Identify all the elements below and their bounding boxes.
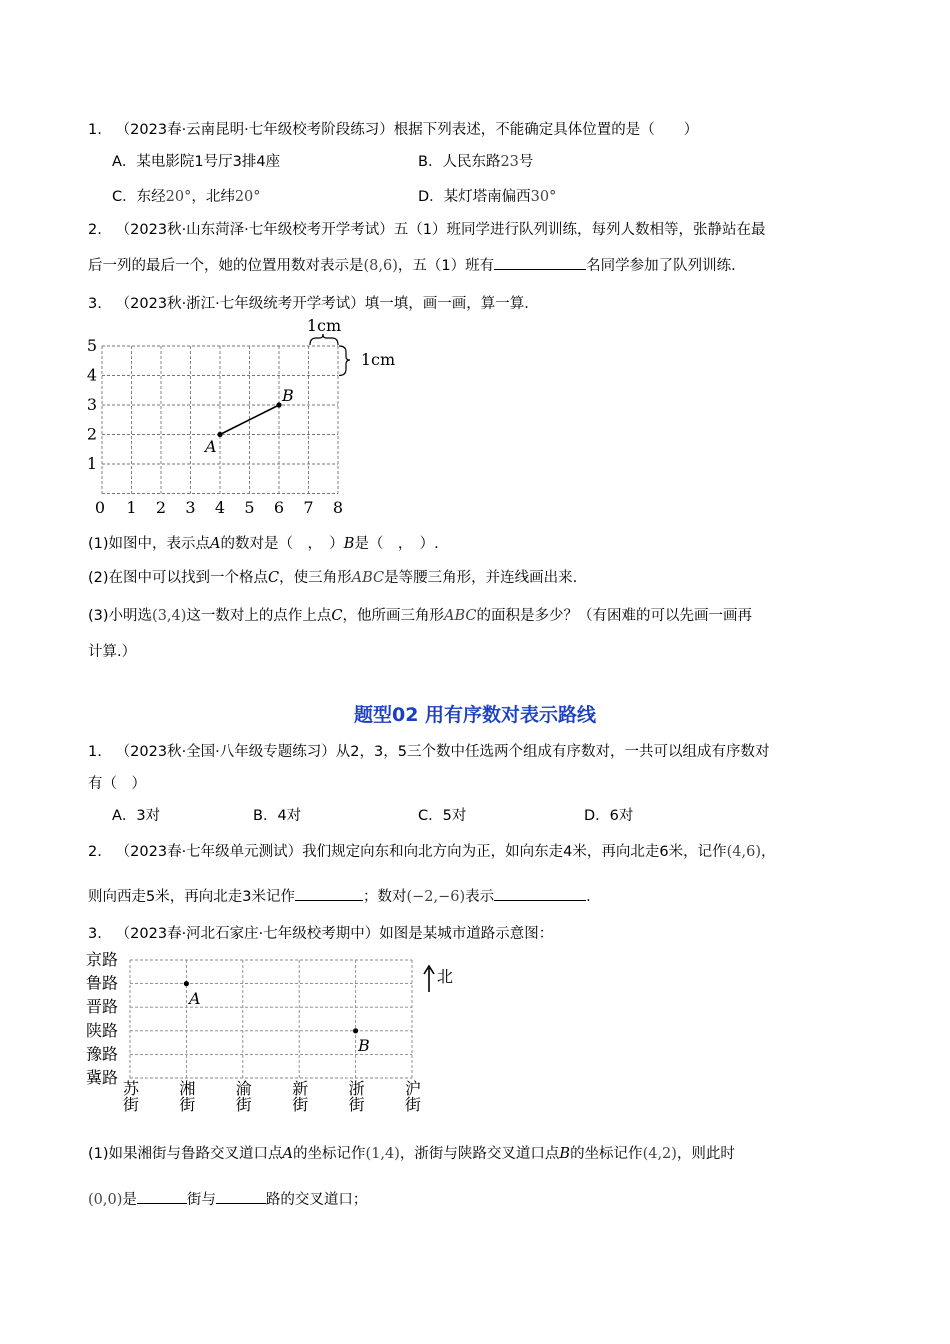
answer-blank[interactable] [216, 1189, 266, 1204]
tick-y: 2 [86, 424, 98, 444]
q1-2-line1: 2. （2023秋·山东菏泽·七年级校考开学考试）五（1）班同学进行队列训练，每列人数相等，张静站在最 [88, 222, 766, 238]
road-label: 京路 [86, 950, 119, 969]
tick-x: 0 [94, 498, 106, 517]
x-axis-ticks [95, 498, 343, 517]
grid-lines [102, 346, 338, 494]
tick-x: 4 [214, 498, 226, 517]
q1-2-line2: 后一列的最后一个，她的位置用数对表示是(8,6)，五（1）班有 名同学参加了队列训练. [88, 254, 736, 275]
q1-1-option-c: C．东经20°，北纬20° [112, 189, 261, 205]
street-label: 新街 [289, 1080, 309, 1112]
y-axis-ticks [87, 336, 97, 473]
grid-figure-1 [80, 316, 400, 520]
unit-label-vertical: 1cm [360, 350, 396, 369]
q1-3-part2: (2)在图中可以找到一个格点C，使三角形ABC是等腰三角形，并连线画出来. [88, 570, 578, 586]
tick-x: 5 [244, 498, 255, 517]
street-label: 苏街 [120, 1080, 140, 1112]
unit-label-horizontal: 1cm [306, 316, 342, 335]
street-label: 沪街 [402, 1080, 422, 1112]
road-label: 晋路 [86, 997, 119, 1017]
point-a [184, 981, 189, 986]
street-label: 湘街 [176, 1080, 196, 1112]
label-a: A [189, 989, 201, 1008]
q2-2-line1: 2. （2023春·七年级单元测试）我们规定向东和向北方向为正，如向东走4米，再向北走6米，记作(4,6)， [88, 844, 776, 860]
tick-x: 7 [303, 498, 314, 517]
answer-blank[interactable] [137, 1189, 187, 1204]
section-title: 题型02 用有序数对表示路线 [353, 704, 597, 726]
q2-1-line2: 有（ ） [88, 776, 146, 792]
q1-3-part1: (1)如图中，表示点A的数对是（ ， ）B是（ ， ）. [88, 536, 439, 552]
tick-y: 1 [86, 454, 98, 473]
q2-1-option-c: C．5对 [418, 808, 467, 824]
label-a: A [205, 437, 217, 456]
north-label: 北 [437, 967, 454, 986]
street-label: 浙街 [346, 1080, 366, 1112]
street-labels [121, 1079, 422, 1112]
answer-blank[interactable] [494, 886, 586, 901]
road-labels [86, 950, 118, 1087]
q2-3-part1-line2: (0,0)是 街与 路的交叉道口； [88, 1188, 367, 1209]
brace-vertical [339, 346, 350, 376]
tick-y: 4 [86, 365, 98, 385]
road-map-figure [82, 946, 462, 1124]
label-b: B [358, 1036, 370, 1055]
q2-1-line1: 1. （2023秋·全国·八年级专题练习）从2，3，5三个数中任选两个组成有序数对，一共可以组成有序数对 [88, 744, 770, 760]
answer-blank[interactable] [494, 255, 586, 270]
road-label: 鲁路 [86, 973, 119, 993]
road-grid [130, 960, 412, 1078]
tick-y: 5 [86, 336, 98, 355]
q2-1-option-a: A．3对 [112, 808, 161, 824]
q1-3-stem: 3. （2023秋·浙江·七年级统考开学考试）填一填，画一画，算一算. [88, 296, 529, 312]
tick-x: 6 [273, 498, 285, 517]
answer-blank[interactable] [295, 886, 363, 901]
tick-x: 3 [185, 498, 196, 517]
segment-ab [220, 405, 279, 435]
point-a [217, 432, 222, 437]
tick-x: 1 [126, 498, 137, 517]
q2-2-line2: 则向西走5米，再向北走3米记作 ；数对(−2,−6)表示 . [88, 885, 591, 906]
q1-1-option-b: B．人民东路23号 [418, 154, 534, 170]
street-label: 渝街 [233, 1080, 253, 1112]
tick-y: 3 [86, 395, 98, 414]
point-b [276, 402, 281, 407]
q2-3-stem: 3. （2023春·河北石家庄·七年级校考期中）如图是某城市道路示意图： [88, 926, 554, 942]
q2-1-option-b: B．4对 [253, 808, 302, 824]
road-label: 陕路 [86, 1020, 119, 1040]
tick-x: 2 [155, 498, 167, 517]
road-label: 冀路 [86, 1068, 119, 1087]
tick-x: 8 [332, 498, 344, 517]
q2-3-part1: (1)如果湘街与鲁路交叉道口点A的坐标记作(1,4)，浙街与陕路交叉道口点B的坐标记作(4,2)，则此时 [88, 1146, 735, 1162]
q1-1-stem: 1. （2023春·云南昆明·七年级校考阶段练习）根据下列表述，不能确定具体位置的是（ ） [88, 122, 699, 138]
q1-3-part3-line2: 计算.） [88, 644, 137, 660]
q1-1-option-d: D．某灯塔南偏西30° [418, 189, 557, 205]
road-label: 豫路 [86, 1044, 119, 1064]
q1-1-option-a: A．某电影院1号厅3排4座 [112, 154, 281, 170]
point-b [353, 1028, 358, 1033]
question-number: 1. [88, 122, 102, 138]
brace-horizontal [310, 334, 338, 345]
q1-3-part3: (3)小明选(3,4)这一数对上的点作上点C，他所画三角形ABC的面积是多少？（有困难的可以先画一画再 [88, 608, 753, 624]
label-b: B [282, 386, 294, 405]
q2-1-option-d: D．6对 [584, 808, 634, 824]
